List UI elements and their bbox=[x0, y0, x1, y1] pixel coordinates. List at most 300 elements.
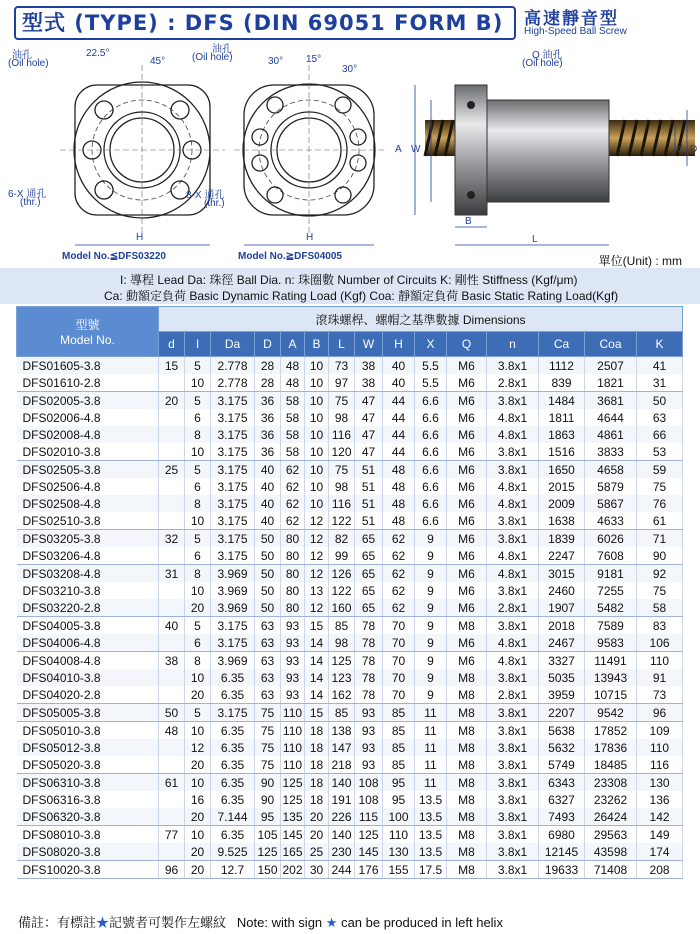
table-row bbox=[17, 791, 683, 808]
cell-d: 28 bbox=[255, 357, 281, 375]
cell-da: 6.35 bbox=[211, 774, 255, 792]
cell-l: 138 bbox=[329, 722, 355, 740]
cell-i: 5 bbox=[185, 357, 211, 375]
cell-i: 10 bbox=[185, 722, 211, 740]
model-cell: DFS05005-3.8 bbox=[17, 704, 159, 722]
cell-d bbox=[159, 426, 185, 443]
flange-drawing-6-hole bbox=[55, 55, 230, 255]
cell-x: 9 bbox=[415, 669, 447, 686]
cell-d: 32 bbox=[159, 530, 185, 548]
cell-l: 126 bbox=[329, 565, 355, 583]
cell-a: 80 bbox=[281, 530, 305, 548]
cell-a: 145 bbox=[282, 827, 303, 842]
cell-x: 5.5 bbox=[415, 374, 447, 392]
cell-h: 48 bbox=[383, 461, 415, 479]
page-title: 型式 (TYPE) : DFS (DIN 69051 FORM B) bbox=[22, 11, 504, 35]
cell-h: 40 bbox=[383, 357, 415, 375]
cell-d: 75 bbox=[255, 739, 281, 756]
cell-a: 80 bbox=[281, 565, 305, 583]
cell-w: 78 bbox=[355, 669, 383, 686]
cell-w: 78 bbox=[355, 652, 383, 670]
cell-w: 47 bbox=[355, 443, 383, 461]
cell-w: 125 bbox=[355, 826, 383, 844]
cell-l: 140 bbox=[329, 774, 355, 792]
cell-h: 110 bbox=[383, 826, 415, 844]
cell-b: 18 bbox=[305, 774, 329, 792]
angle-label-15: 15° bbox=[306, 54, 322, 65]
cell-i: 20 bbox=[185, 686, 211, 704]
cell-d: 50 bbox=[159, 704, 185, 722]
cell-ca: 19633 bbox=[539, 861, 585, 879]
cell-da: 9.525 bbox=[211, 843, 255, 861]
cell-a: 110 bbox=[281, 756, 305, 774]
cell-a: 165 bbox=[282, 844, 303, 859]
cell-x: 9 bbox=[415, 686, 447, 704]
cell-n: 3.8x1 bbox=[487, 774, 539, 792]
cell-d: 40 bbox=[255, 478, 281, 495]
cell-q: M8 bbox=[447, 774, 487, 792]
cell-a: 62 bbox=[281, 461, 305, 479]
cell-q: M6 bbox=[447, 409, 487, 426]
column-header-n: n bbox=[487, 332, 539, 357]
cell-d: 75 bbox=[255, 722, 281, 740]
cell-b: 20 bbox=[305, 808, 329, 826]
cell-a: 93 bbox=[281, 669, 305, 686]
table-row bbox=[17, 461, 683, 479]
cell-coa: 4633 bbox=[585, 512, 637, 530]
cell-da: 3.969 bbox=[211, 599, 255, 617]
cell-ca: 1112 bbox=[539, 357, 585, 375]
cell-da: 3.969 bbox=[211, 565, 255, 583]
title-chinese: 高速靜音型 bbox=[524, 9, 619, 29]
cell-w: 145 bbox=[355, 843, 383, 861]
column-header-q: Q bbox=[447, 332, 487, 357]
table-row bbox=[17, 443, 683, 461]
cell-n: 3.8x1 bbox=[487, 617, 539, 635]
cell-n: 3.8x1 bbox=[487, 808, 539, 826]
cell-l: 123 bbox=[329, 669, 355, 686]
cell-k: 41 bbox=[637, 357, 683, 375]
cell-i: 10 bbox=[185, 826, 211, 844]
table-row bbox=[17, 739, 683, 756]
cell-i: 20 bbox=[185, 861, 211, 879]
cell-ca: 3015 bbox=[539, 565, 585, 583]
cell-q: M8 bbox=[447, 704, 487, 722]
cell-a: 80 bbox=[281, 582, 305, 599]
cell-x: 9 bbox=[415, 617, 447, 635]
cell-d: 63 bbox=[255, 669, 281, 686]
cell-d: 40 bbox=[255, 512, 281, 530]
cell-h: 48 bbox=[383, 495, 415, 512]
cell-a: 93 bbox=[281, 634, 305, 652]
cell-d: 90 bbox=[255, 774, 281, 792]
cell-coa: 18485 bbox=[585, 756, 637, 774]
cell-h: 62 bbox=[383, 582, 415, 599]
cell-x: 5.5 bbox=[415, 357, 447, 375]
table-row bbox=[17, 512, 683, 530]
cell-i: 20 bbox=[185, 599, 211, 617]
cell-da: 3.175 bbox=[211, 443, 255, 461]
cell-q: M6 bbox=[447, 599, 487, 617]
cell-l: 97 bbox=[329, 374, 355, 392]
cell-b: 18 bbox=[305, 791, 329, 808]
column-header-i: I bbox=[185, 332, 211, 357]
cell-ca: 2247 bbox=[539, 547, 585, 565]
dimensions-header: 滾珠螺桿、螺帽之基準數據 Dimensions bbox=[159, 307, 683, 332]
cell-coa: 7608 bbox=[585, 547, 637, 565]
cell-l: 82 bbox=[329, 530, 355, 548]
cell-k: 50 bbox=[637, 392, 683, 410]
table-row bbox=[17, 392, 683, 410]
cell-x: 11 bbox=[415, 704, 447, 722]
cell-w: 93 bbox=[355, 756, 383, 774]
cell-h: 62 bbox=[383, 565, 415, 583]
cell-coa: 1821 bbox=[585, 374, 637, 392]
cell-q: M8 bbox=[447, 669, 487, 686]
cell-da: 6.35 bbox=[211, 669, 255, 686]
cell-d bbox=[159, 478, 185, 495]
cell-da: 6.35 bbox=[211, 686, 255, 704]
cell-ca: 1839 bbox=[539, 530, 585, 548]
cell-l: 162 bbox=[329, 686, 355, 704]
model-range-label-2: Model No.≧DFS04005 bbox=[238, 251, 342, 262]
table-row bbox=[17, 478, 683, 495]
cell-a: 80 bbox=[281, 547, 305, 565]
cell-x: 11 bbox=[415, 756, 447, 774]
cell-q: M6 bbox=[447, 374, 487, 392]
cell-h: 48 bbox=[383, 478, 415, 495]
cell-ca: 1516 bbox=[539, 443, 585, 461]
cell-d bbox=[159, 843, 185, 861]
model-cell: DFS02506-4.8 bbox=[17, 478, 159, 495]
cell-n: 3.8x1 bbox=[487, 826, 539, 844]
cell-x: 9 bbox=[415, 634, 447, 652]
cell-coa: 9583 bbox=[585, 634, 637, 652]
cell-w: 78 bbox=[355, 634, 383, 652]
column-header-x: X bbox=[415, 332, 447, 357]
oil-hole-label-2-en: (Oil hole) bbox=[192, 52, 233, 63]
model-cell: DFS03206-4.8 bbox=[17, 547, 159, 565]
model-cell: DFS02505-3.8 bbox=[17, 461, 159, 479]
table-row bbox=[17, 669, 683, 686]
column-header-a: A bbox=[281, 332, 305, 357]
model-cell: DFS04008-4.8 bbox=[17, 652, 159, 670]
column-header-b: B bbox=[305, 332, 329, 357]
cell-ca: 7493 bbox=[539, 808, 585, 826]
cell-d bbox=[159, 547, 185, 565]
cell-k: 142 bbox=[637, 808, 683, 826]
cell-w: 65 bbox=[355, 530, 383, 548]
cell-b: 10 bbox=[305, 374, 329, 392]
table-row bbox=[17, 704, 683, 722]
dim-h-label-1: H bbox=[136, 232, 144, 243]
cell-ca: 2467 bbox=[539, 634, 585, 652]
cell-b: 18 bbox=[305, 722, 329, 740]
cell-b: 10 bbox=[305, 443, 329, 461]
cell-k: 83 bbox=[637, 617, 683, 635]
table-row bbox=[17, 426, 683, 443]
cell-da: 6.35 bbox=[211, 722, 255, 740]
cell-ca: 1907 bbox=[539, 599, 585, 617]
cell-h: 44 bbox=[383, 409, 415, 426]
oil-hole-label-1-en: (Oil hole) bbox=[8, 58, 49, 69]
cell-i: 10 bbox=[185, 582, 211, 599]
cell-n: 4.8x1 bbox=[487, 409, 539, 426]
cell-da: 3.175 bbox=[211, 461, 255, 479]
cell-a: 80 bbox=[281, 599, 305, 617]
cell-ca: 6343 bbox=[539, 774, 585, 792]
cell-k: 73 bbox=[637, 686, 683, 704]
cell-coa: 3681 bbox=[585, 392, 637, 410]
cell-coa: 5867 bbox=[585, 495, 637, 512]
cell-a: 62 bbox=[281, 495, 305, 512]
cell-l: 122 bbox=[329, 582, 355, 599]
cell-d bbox=[159, 739, 185, 756]
cell-q: M6 bbox=[447, 652, 487, 670]
cell-n: 2.8x1 bbox=[487, 599, 539, 617]
cell-x: 6.6 bbox=[415, 426, 447, 443]
cell-w: 93 bbox=[355, 722, 383, 740]
cell-ca: 2207 bbox=[539, 704, 585, 722]
cell-n: 4.8x1 bbox=[487, 652, 539, 670]
cell-d bbox=[159, 686, 185, 704]
cell-ca: 1638 bbox=[539, 512, 585, 530]
cell-l: 125 bbox=[329, 652, 355, 670]
cell-k: 58 bbox=[637, 599, 683, 617]
model-cell: DFS08020-3.8 bbox=[17, 843, 159, 861]
cell-d: 150 bbox=[255, 861, 281, 879]
cell-h: 48 bbox=[383, 512, 415, 530]
table-row bbox=[17, 409, 683, 426]
cell-a: 110 bbox=[281, 722, 305, 740]
table-row bbox=[17, 634, 683, 652]
cell-n: 3.8x1 bbox=[487, 461, 539, 479]
cell-d bbox=[159, 374, 185, 392]
table-row bbox=[17, 774, 683, 792]
cell-ca: 6980 bbox=[539, 826, 585, 844]
cell-h: 130 bbox=[383, 843, 415, 861]
cell-coa: 4658 bbox=[585, 461, 637, 479]
cell-a: 58 bbox=[281, 392, 305, 410]
cell-b: 14 bbox=[305, 686, 329, 704]
cell-n: 3.8x1 bbox=[487, 443, 539, 461]
cell-k: 96 bbox=[637, 704, 683, 722]
table-row bbox=[17, 756, 683, 774]
cell-q: M8 bbox=[447, 756, 487, 774]
cell-h: 44 bbox=[383, 392, 415, 410]
cell-a: 93 bbox=[281, 686, 305, 704]
model-cell: DFS05010-3.8 bbox=[17, 722, 159, 740]
cell-a: 93 bbox=[281, 617, 305, 635]
cell-q: M8 bbox=[447, 808, 487, 826]
cell-da: 3.969 bbox=[211, 582, 255, 599]
cell-h: 44 bbox=[383, 443, 415, 461]
cell-i: 5 bbox=[185, 392, 211, 410]
cell-b: 10 bbox=[305, 478, 329, 495]
column-header-w: W bbox=[355, 332, 383, 357]
cell-b: 10 bbox=[305, 495, 329, 512]
cell-n: 3.8x1 bbox=[487, 357, 539, 375]
cell-ca: 5035 bbox=[539, 669, 585, 686]
cell-da: 3.175 bbox=[211, 495, 255, 512]
model-cell: DFS06320-3.8 bbox=[17, 808, 159, 826]
cell-d: 63 bbox=[255, 652, 281, 670]
cell-n: 3.8x1 bbox=[487, 739, 539, 756]
cell-b: 14 bbox=[305, 669, 329, 686]
column-header-da: Da bbox=[211, 332, 255, 357]
cell-l: 98 bbox=[329, 409, 355, 426]
cell-a: 48 bbox=[281, 374, 305, 392]
cell-i: 10 bbox=[185, 669, 211, 686]
model-cell: DFS03205-3.8 bbox=[17, 530, 159, 548]
model-cell: DFS04010-3.8 bbox=[17, 669, 159, 686]
cell-i: 20 bbox=[185, 756, 211, 774]
cell-d bbox=[159, 599, 185, 617]
table-row bbox=[17, 652, 683, 670]
cell-ca: 1484 bbox=[539, 392, 585, 410]
cell-n: 4.8x1 bbox=[487, 495, 539, 512]
model-cell: DFS02005-3.8 bbox=[17, 392, 159, 410]
legend-line-2: Ca: 動額定負荷 Basic Dynamic Rating Load (Kgf) Coa: 靜額定負荷 Basic Static Rating Load(Kgf) bbox=[104, 289, 619, 303]
cell-coa: 6026 bbox=[585, 530, 637, 548]
model-cell: DFS05020-3.8 bbox=[17, 756, 159, 774]
cell-da: 7.144 bbox=[211, 808, 255, 826]
cell-w: 65 bbox=[355, 599, 383, 617]
cell-w: 65 bbox=[355, 582, 383, 599]
thru-hole-label-2-en: (thr.) bbox=[204, 198, 225, 209]
cell-x: 9 bbox=[415, 652, 447, 670]
cell-k: 53 bbox=[637, 443, 683, 461]
cell-d bbox=[159, 808, 185, 826]
cell-d: 63 bbox=[255, 686, 281, 704]
cell-ca: 5632 bbox=[539, 739, 585, 756]
cell-l: 75 bbox=[329, 392, 355, 410]
cell-a: 93 bbox=[281, 652, 305, 670]
table-row bbox=[17, 495, 683, 512]
cell-d: 28 bbox=[255, 374, 281, 392]
cell-i: 6 bbox=[185, 478, 211, 495]
cell-k: 75 bbox=[637, 478, 683, 495]
cell-d: 38 bbox=[159, 652, 185, 670]
cell-da: 6.35 bbox=[211, 791, 255, 808]
column-header-coa: Coa bbox=[585, 332, 637, 357]
cell-k: 75 bbox=[637, 582, 683, 599]
cell-ca: 6327 bbox=[539, 791, 585, 808]
cell-da: 2.778 bbox=[211, 374, 255, 392]
cell-w: 93 bbox=[355, 704, 383, 722]
cell-k: 59 bbox=[637, 461, 683, 479]
cell-a: 125 bbox=[282, 792, 303, 807]
cell-k: 61 bbox=[637, 512, 683, 530]
cell-l: 160 bbox=[329, 599, 355, 617]
cell-b: 12 bbox=[305, 512, 329, 530]
cell-h: 70 bbox=[383, 686, 415, 704]
cell-l: 85 bbox=[329, 704, 355, 722]
cell-n: 4.8x1 bbox=[487, 547, 539, 565]
cell-i: 10 bbox=[185, 443, 211, 461]
cell-q: M6 bbox=[447, 582, 487, 599]
cell-ca: 5749 bbox=[539, 756, 585, 774]
footer-en-1: Note: with sign bbox=[236, 915, 323, 930]
cell-ca: 3959 bbox=[539, 686, 585, 704]
cell-i: 12 bbox=[185, 739, 211, 756]
cell-coa: 9542 bbox=[585, 704, 637, 722]
star-icon: ★ bbox=[96, 915, 110, 930]
cell-n: 3.8x1 bbox=[487, 530, 539, 548]
cell-coa: 13943 bbox=[585, 669, 637, 686]
cell-d: 25 bbox=[159, 461, 185, 479]
model-cell: DFS10020-3.8 bbox=[17, 861, 159, 879]
cell-coa: 2507 bbox=[585, 357, 637, 375]
cell-x: 13.5 bbox=[415, 791, 447, 808]
cell-ca: 5638 bbox=[539, 722, 585, 740]
cell-coa: 43598 bbox=[585, 843, 637, 861]
cell-d: 96 bbox=[159, 861, 185, 879]
cell-h: 62 bbox=[383, 599, 415, 617]
footer-zh-2: 記號者可製作左螺紋 bbox=[109, 915, 227, 930]
specs-table bbox=[16, 306, 683, 879]
cell-k: 109 bbox=[637, 722, 683, 740]
cell-x: 9 bbox=[415, 599, 447, 617]
cell-l: 147 bbox=[329, 739, 355, 756]
q-oil-hole-label-en: (Oil hole) bbox=[522, 58, 563, 69]
cell-h: 100 bbox=[383, 808, 415, 826]
table-row bbox=[17, 722, 683, 740]
model-cell: DFS04005-3.8 bbox=[17, 617, 159, 635]
cell-w: 47 bbox=[355, 392, 383, 410]
cell-h: 85 bbox=[383, 704, 415, 722]
cell-n: 3.8x1 bbox=[487, 756, 539, 774]
cell-da: 2.778 bbox=[211, 357, 255, 375]
cell-b: 10 bbox=[305, 409, 329, 426]
cell-da: 3.175 bbox=[211, 392, 255, 410]
cell-k: 91 bbox=[637, 669, 683, 686]
model-cell: DFS03210-3.8 bbox=[17, 582, 159, 599]
cell-b: 12 bbox=[305, 599, 329, 617]
cell-k: 130 bbox=[637, 774, 683, 792]
cell-da: 3.175 bbox=[211, 426, 255, 443]
cell-n: 3.8x1 bbox=[487, 392, 539, 410]
cell-h: 95 bbox=[383, 791, 415, 808]
cell-d bbox=[159, 409, 185, 426]
cell-w: 51 bbox=[355, 461, 383, 479]
cell-a: 62 bbox=[281, 478, 305, 495]
cell-da: 3.175 bbox=[211, 409, 255, 426]
oil-hole-label-2: 油孔 bbox=[212, 44, 232, 55]
cell-w: 115 bbox=[355, 808, 383, 826]
cell-i: 10 bbox=[185, 374, 211, 392]
cell-d: 50 bbox=[255, 599, 281, 617]
cell-d: 75 bbox=[255, 704, 281, 722]
cell-ca: 2460 bbox=[539, 582, 585, 599]
cell-ca: 2009 bbox=[539, 495, 585, 512]
legend-line-1: I: 導程 Lead Da: 珠徑 Ball Dia. n: 珠圈數 Number of Circuits K: 剛性 Stiffness (Kgf/μm) bbox=[120, 273, 578, 287]
cell-l: 191 bbox=[329, 791, 355, 808]
cell-l: 98 bbox=[329, 634, 355, 652]
model-cell: DFS02010-3.8 bbox=[17, 443, 159, 461]
dim-d-small-label: d bbox=[677, 144, 683, 155]
cell-coa: 3833 bbox=[585, 443, 637, 461]
cell-k: 136 bbox=[637, 791, 683, 808]
cell-d: 63 bbox=[255, 634, 281, 652]
cell-l: 85 bbox=[329, 617, 355, 635]
cell-n: 3.8x1 bbox=[487, 704, 539, 722]
cell-b: 10 bbox=[305, 392, 329, 410]
cell-q: M8 bbox=[447, 617, 487, 635]
model-cell: DFS02008-4.8 bbox=[17, 426, 159, 443]
cell-coa: 11491 bbox=[585, 652, 637, 670]
table-row bbox=[17, 826, 683, 844]
